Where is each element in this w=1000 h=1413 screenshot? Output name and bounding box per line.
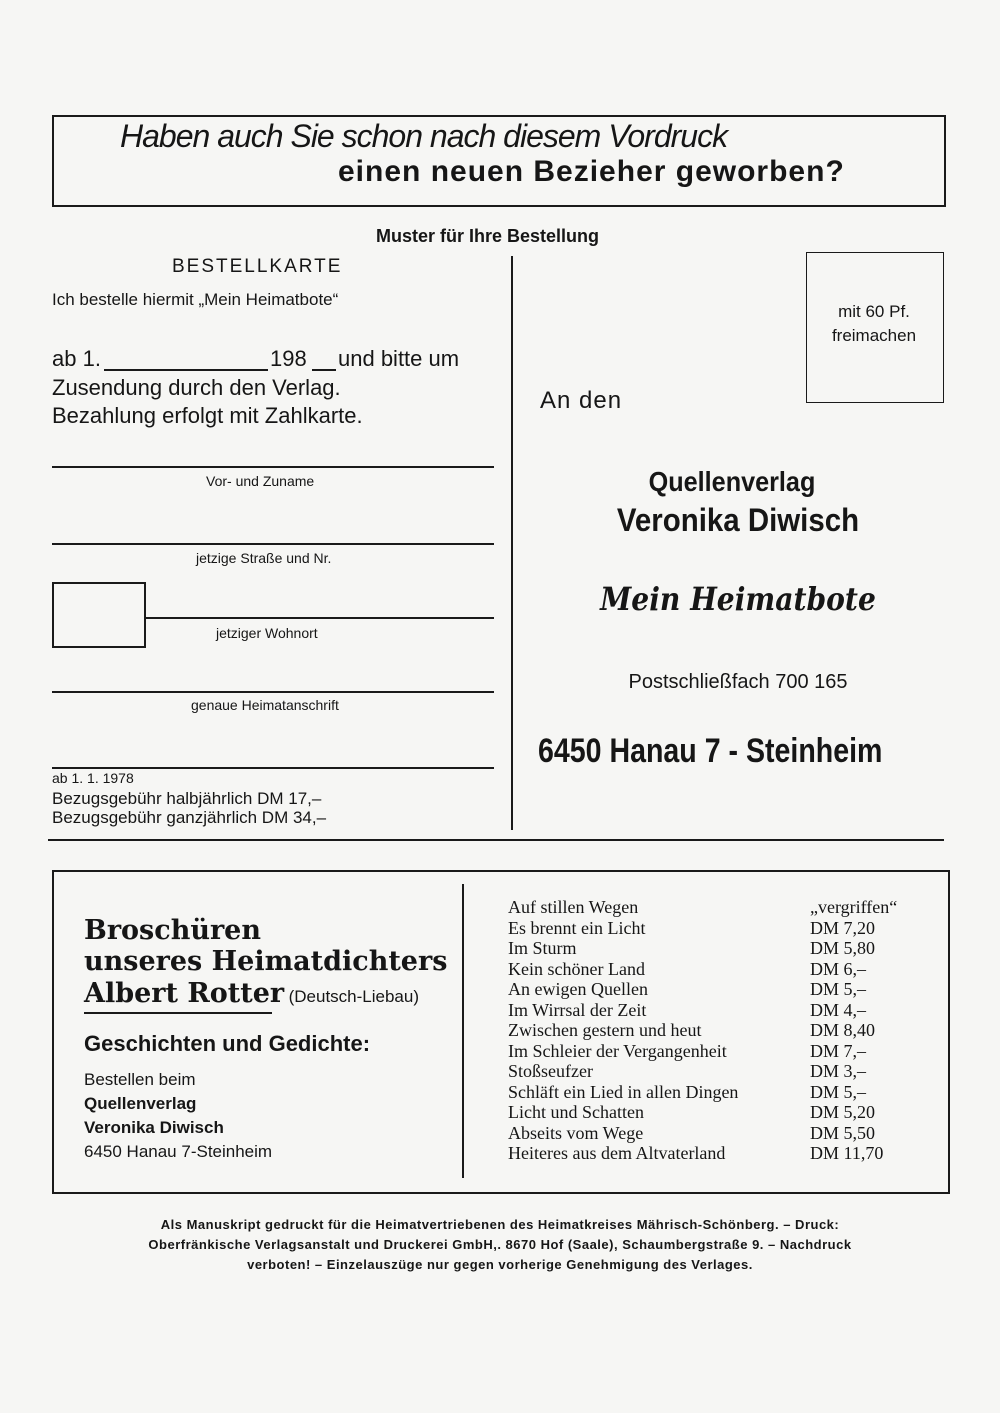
postal-city: 6450 Hanau 7 - Steinheim xyxy=(538,732,883,770)
book-price-list xyxy=(508,897,928,1164)
town-field-label: jetziger Wohnort xyxy=(216,625,318,641)
name-field-label: Vor- und Zuname xyxy=(206,473,315,489)
book-title: Zwischen gestern und heut xyxy=(508,1020,702,1040)
book-price: DM 5,– xyxy=(810,979,867,999)
book-price: DM 5,50 xyxy=(810,1122,876,1143)
name-field-line[interactable] xyxy=(52,466,494,468)
imprint-footer xyxy=(60,1215,940,1275)
home-address-field-label: genaue Heimatanschrift xyxy=(191,697,339,713)
stamp-postage-text: mit 60 Pf. xyxy=(838,302,910,321)
author-name: Albert Rotter xyxy=(84,978,285,1009)
book-row xyxy=(508,1102,928,1123)
start-date-label: ab 1. xyxy=(52,346,101,371)
book-row xyxy=(508,1143,928,1164)
publisher-owner: Veronika Diwisch xyxy=(616,502,860,538)
street-field-line[interactable] xyxy=(52,543,494,545)
fee-full-year: Bezugsgebühr ganzjährlich DM 34,– xyxy=(52,808,327,827)
postal-code-box[interactable] xyxy=(52,582,146,648)
imprint-line-1: Als Manuskript gedruckt für die Heimatvertriebenen des Heimatkreises Mährisch-Schönberg. – Druck: xyxy=(160,1217,840,1232)
book-row xyxy=(508,1020,928,1041)
book-price: „vergriffen“ xyxy=(810,897,898,917)
order-city: 6450 Hanau 7-Steinheim xyxy=(84,1142,273,1161)
book-title: Im Sturm xyxy=(508,938,577,958)
postbox: Postschließfach 700 165 xyxy=(628,671,848,693)
book-price: DM 8,40 xyxy=(810,1020,876,1040)
book-price: DM 5,80 xyxy=(810,938,876,958)
order-owner: Veronika Diwisch xyxy=(84,1118,224,1137)
brochure-divider xyxy=(462,884,464,1178)
book-row xyxy=(508,938,928,959)
recipient-prefix: An den xyxy=(540,387,623,414)
book-row xyxy=(508,1041,928,1062)
imprint-line-2: Oberfränkische Verlagsanstalt und Druckerei GmbH,. 8670 Hof (Saale), Schaumbergstraße 9. – Nachdruck xyxy=(148,1237,852,1252)
book-row xyxy=(508,1082,928,1103)
book-price: DM 5,– xyxy=(810,1081,867,1102)
imprint-line-3: verboten! – Einzelauszüge nur gegen vorherige Genehmigung des Verlages. xyxy=(247,1257,753,1272)
header-question-line2: einen neuen Bezieher geworben? xyxy=(338,155,845,188)
payment-text: Bezahlung erfolgt mit Zahlkarte. xyxy=(52,403,363,428)
order-statement: Ich bestelle hiermit „Mein Heimatbote“ xyxy=(52,290,339,309)
book-title: Licht und Schatten xyxy=(508,1102,644,1122)
fee-effective-date: ab 1. 1. 1978 xyxy=(52,770,134,786)
book-title: Stoßseufzer xyxy=(508,1061,593,1081)
book-price: DM 6,– xyxy=(810,958,867,979)
book-title: An ewigen Quellen xyxy=(508,979,648,999)
book-row xyxy=(508,1123,928,1144)
book-row xyxy=(508,979,928,1000)
order-from-label: Bestellen beim xyxy=(84,1070,196,1089)
card-bottom-rule xyxy=(48,839,944,841)
book-title: Im Wirrsal der Zeit xyxy=(508,999,647,1020)
year-prefix: 198 xyxy=(270,346,307,371)
book-title: Im Schleier der Vergangenheit xyxy=(508,1040,727,1061)
header-question-line1: Haben auch Sie schon nach diesem Vordruck xyxy=(120,118,728,154)
delivery-text: Zusendung durch den Verlag. xyxy=(52,375,341,400)
author-origin: (Deutsch-Liebau) xyxy=(288,987,420,1006)
brochure-subheading: Geschichten und Gedichte: xyxy=(84,1031,371,1056)
book-row xyxy=(508,1000,928,1021)
book-row xyxy=(508,959,928,980)
book-row xyxy=(508,918,928,939)
sample-order-label: Muster für Ihre Bestellung xyxy=(376,226,600,246)
order-publisher: Quellenverlag xyxy=(84,1094,197,1113)
publisher-name: Quellenverlag xyxy=(648,466,816,497)
book-price: DM 5,20 xyxy=(810,1102,876,1122)
author-underline xyxy=(84,1012,272,1014)
book-price: DM 7,20 xyxy=(810,917,876,938)
book-title: Kein schöner Land xyxy=(508,958,645,979)
book-price: DM 11,70 xyxy=(810,1143,884,1163)
fee-half-year: Bezugsgebühr halbjährlich DM 17,– xyxy=(52,789,322,808)
brochure-heading: Broschüren xyxy=(84,915,261,946)
magazine-title: Mein Heimatbote xyxy=(600,580,876,618)
home-address-field-line[interactable] xyxy=(52,691,494,693)
book-title: Heiteres aus dem Altvaterland xyxy=(508,1143,726,1163)
book-title: Es brennt ein Licht xyxy=(508,917,646,938)
book-price: DM 4,– xyxy=(810,999,867,1020)
book-title: Abseits vom Wege xyxy=(508,1122,644,1143)
book-price: DM 7,– xyxy=(810,1040,867,1061)
book-row xyxy=(508,897,928,918)
home-address-field-line-2[interactable] xyxy=(52,767,494,769)
book-row xyxy=(508,1061,928,1082)
order-card-title: BESTELLKARTE xyxy=(172,256,343,277)
brochure-heading-2: unseres Heimatdichters xyxy=(84,946,448,977)
request-text: und bitte um xyxy=(338,346,460,371)
book-price: DM 3,– xyxy=(810,1061,867,1081)
stamp-instruction-text: freimachen xyxy=(831,326,917,345)
start-date-blank[interactable] xyxy=(104,369,268,371)
year-digit-blank[interactable] xyxy=(312,369,336,371)
book-title: Auf stillen Wegen xyxy=(508,897,639,917)
street-field-label: jetzige Straße und Nr. xyxy=(196,550,332,566)
book-title: Schläft ein Lied in allen Dingen xyxy=(508,1081,739,1102)
card-divider xyxy=(511,256,513,830)
town-field-line[interactable] xyxy=(144,617,494,619)
